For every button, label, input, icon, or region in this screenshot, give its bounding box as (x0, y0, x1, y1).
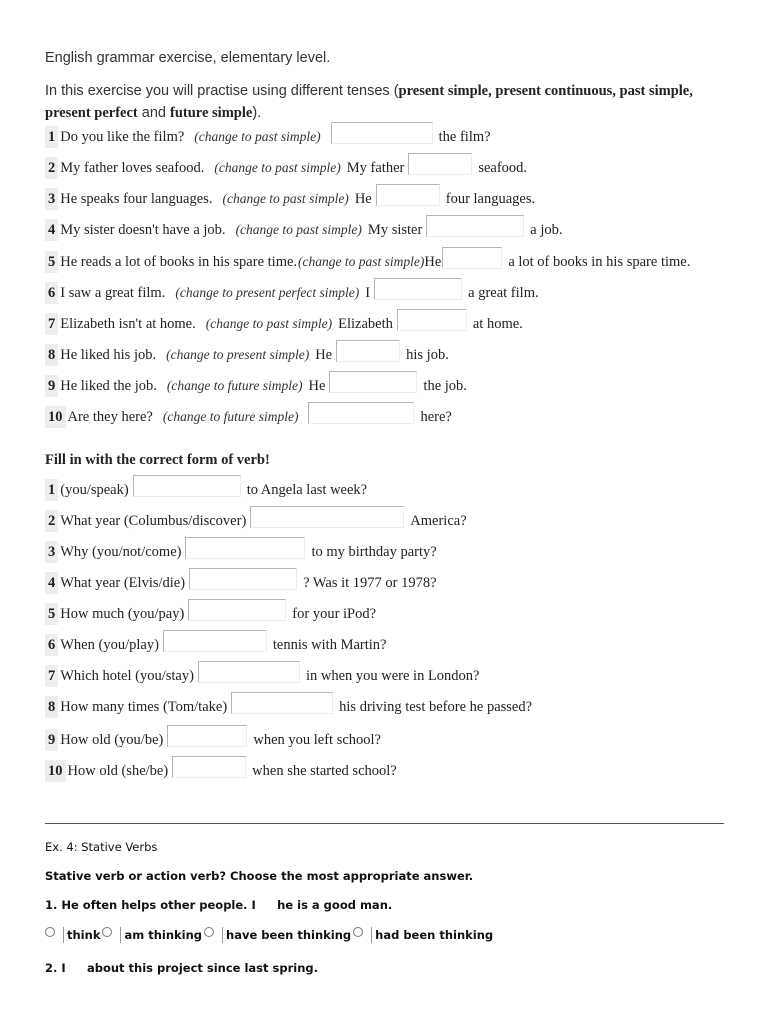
item-after: at home. (472, 315, 523, 332)
item-number: 10 (45, 760, 66, 782)
answer-input[interactable] (331, 122, 433, 144)
answer-input[interactable] (250, 506, 404, 528)
s2-item-1 (45, 477, 367, 503)
s1-item-9 (45, 373, 467, 399)
intro-tenses-2: present perfect (45, 105, 138, 121)
item-number: 9 (45, 375, 58, 397)
s1-item-8 (45, 342, 449, 368)
s2-item-8 (45, 694, 532, 720)
option-divider (63, 927, 64, 943)
item-number: 1 (45, 126, 58, 148)
item-after: a job. (530, 221, 563, 238)
s2-item-4 (45, 570, 437, 596)
item-prompt: When (you/play) (60, 636, 159, 653)
s1-item-5 (45, 249, 690, 275)
ex4-instruction-text: Stative verb or action verb? Choose the most appropriate answer. (45, 869, 474, 883)
item-sentence: Do you like the film? (60, 128, 185, 145)
answer-input[interactable] (172, 756, 246, 778)
answer-input[interactable] (133, 475, 241, 497)
item-hint: (change to past simple) (205, 316, 333, 331)
radio-have-been-thinking[interactable] (204, 927, 214, 937)
item-after: a lot of books in his spare time. (508, 253, 691, 270)
answer-input[interactable] (408, 153, 472, 175)
q1-text-a: 1. He often helps other people. I (45, 898, 256, 912)
section-title: Fill in with the correct form of verb! (45, 452, 270, 468)
item-after: the job. (423, 377, 467, 394)
option-divider (222, 927, 223, 943)
q1-text-b: he is a good man. (277, 898, 393, 912)
item-hint: (change to present perfect simple) (175, 285, 360, 300)
item-after: here? (420, 408, 452, 425)
item-after: his job. (406, 346, 449, 363)
radio-think[interactable] (45, 927, 55, 937)
item-number: 3 (45, 188, 58, 210)
item-after: ? Was it 1977 or 1978? (303, 574, 437, 591)
item-number: 5 (45, 251, 58, 273)
item-after: a great film. (468, 284, 539, 301)
answer-input[interactable] (167, 725, 247, 747)
item-prompt: How old (she/be) (67, 762, 169, 779)
item-after: to Angela last week? (246, 481, 368, 498)
option-divider (371, 927, 372, 943)
item-sentence: Are they here? (67, 408, 153, 425)
radio-had-been-thinking[interactable] (353, 927, 363, 937)
item-number: 7 (45, 313, 58, 335)
item-number: 2 (45, 157, 58, 179)
item-after: four languages. (445, 190, 536, 207)
item-number: 1 (45, 479, 58, 501)
item-prompt: Which hotel (you/stay) (60, 667, 194, 684)
item-prompt: How old (you/be) (60, 731, 164, 748)
option-am-thinking[interactable]: am thinking (124, 928, 203, 942)
intro-tenses-1: present simple, present continuous, past simple, (398, 83, 693, 99)
answer-input[interactable] (442, 247, 502, 269)
section-divider (45, 823, 724, 824)
q1-options (45, 927, 493, 943)
s2-item-10 (45, 758, 397, 784)
answer-input[interactable] (308, 402, 414, 424)
answer-input[interactable] (426, 215, 524, 237)
option-think[interactable]: think (67, 928, 101, 942)
item-number: 4 (45, 219, 58, 241)
item-sentence: Elizabeth isn't at home. (60, 315, 196, 332)
item-before: My sister (367, 221, 423, 238)
answer-input[interactable] (397, 309, 467, 331)
item-number: 7 (45, 665, 58, 687)
s2-item-2 (45, 508, 467, 534)
exercise-intro (45, 80, 735, 124)
item-number: 4 (45, 572, 58, 594)
item-before: He (315, 346, 333, 363)
answer-input[interactable] (185, 537, 305, 559)
s2-item-9 (45, 727, 381, 753)
item-hint: (change to future simple) (166, 378, 303, 393)
item-after: for your iPod? (292, 605, 377, 622)
item-number: 8 (45, 344, 58, 366)
item-sentence: He reads a lot of books in his spare time. (60, 253, 298, 270)
exercise-heading: English grammar exercise, elementary level. (45, 50, 331, 66)
option-had-been-thinking[interactable]: had been thinking (375, 928, 494, 942)
item-sentence: I saw a great film. (60, 284, 166, 301)
item-number: 10 (45, 406, 66, 428)
item-number: 5 (45, 603, 58, 625)
s1-item-6 (45, 280, 539, 306)
item-prompt: (you/speak) (60, 481, 129, 498)
intro-tenses-3: future simple (170, 105, 253, 121)
item-after: when you left school? (253, 731, 381, 748)
item-before: He (424, 253, 442, 270)
item-prompt: What year (Columbus/discover) (60, 512, 247, 529)
answer-input[interactable] (231, 692, 333, 714)
item-after: America? (410, 512, 467, 529)
item-number: 9 (45, 729, 58, 751)
option-divider (120, 927, 121, 943)
item-after: seafood. (478, 159, 528, 176)
s1-item-10 (45, 404, 452, 430)
s1-item-3 (45, 186, 535, 212)
item-before: My father (346, 159, 405, 176)
radio-am-thinking[interactable] (102, 927, 112, 937)
item-before: Elizabeth (338, 315, 393, 332)
item-prompt: Why (you/not/come) (60, 543, 182, 560)
s1-item-7 (45, 311, 523, 337)
ex4-q1 (45, 898, 392, 912)
item-before: He (308, 377, 326, 394)
item-sentence: He liked his job. (60, 346, 157, 363)
item-number: 6 (45, 282, 58, 304)
item-hint: (change to past simple) (235, 222, 362, 237)
item-hint: (change to past simple) (222, 191, 349, 206)
item-number: 2 (45, 510, 58, 532)
ex4-instruction (45, 869, 473, 883)
item-after: his driving test before he passed? (339, 698, 533, 715)
item-before: He (354, 190, 372, 207)
item-hint: (change to past simple) (214, 160, 341, 175)
s1-item-1 (45, 124, 491, 150)
answer-input[interactable] (198, 661, 300, 683)
option-have-been-thinking[interactable]: have been thinking (226, 928, 352, 942)
answer-input[interactable] (376, 184, 440, 206)
intro-and: and (137, 105, 170, 121)
item-prompt: How much (you/pay) (60, 605, 185, 622)
s2-item-6 (45, 632, 386, 658)
item-after: in when you were in London? (305, 667, 480, 684)
s2-item-3 (45, 539, 437, 565)
item-hint: (change to future simple) (162, 409, 299, 424)
answer-input[interactable] (189, 568, 297, 590)
answer-input[interactable] (329, 371, 417, 393)
intro-close: ). (252, 105, 262, 121)
answer-input[interactable] (188, 599, 286, 621)
item-sentence: My sister doesn't have a job. (60, 221, 226, 238)
item-number: 3 (45, 541, 58, 563)
item-hint: (change to past simple) (298, 254, 425, 269)
item-prompt: What year (Elvis/die) (60, 574, 186, 591)
answer-input[interactable] (336, 340, 400, 362)
item-sentence: He liked the job. (60, 377, 157, 394)
ex4-q2 (45, 961, 318, 975)
item-sentence: My father loves seafood. (60, 159, 205, 176)
s1-item-4 (45, 217, 563, 243)
intro-lead: In this exercise you will practise using different tenses ( (45, 83, 399, 99)
ex4-title: Ex. 4: Stative Verbs (45, 840, 158, 854)
q2-text-a: 2. I (45, 961, 66, 975)
s1-item-2 (45, 155, 527, 181)
item-number: 8 (45, 696, 58, 718)
answer-input[interactable] (163, 630, 267, 652)
s2-item-7 (45, 663, 480, 689)
item-prompt: How many times (Tom/take) (60, 698, 228, 715)
item-after: to my birthday party? (311, 543, 437, 560)
item-after: tennis with Martin? (272, 636, 387, 653)
item-after: the film? (438, 128, 491, 145)
q2-text-b: about this project since last spring. (86, 961, 319, 975)
s2-item-5 (45, 601, 376, 627)
answer-input[interactable] (374, 278, 462, 300)
item-hint: (change to present simple) (166, 347, 310, 362)
item-number: 6 (45, 634, 58, 656)
item-hint: (change to past simple) (194, 129, 321, 144)
item-before: I (365, 284, 371, 301)
item-after: when she started school? (252, 762, 397, 779)
item-sentence: He speaks four languages. (60, 190, 213, 207)
